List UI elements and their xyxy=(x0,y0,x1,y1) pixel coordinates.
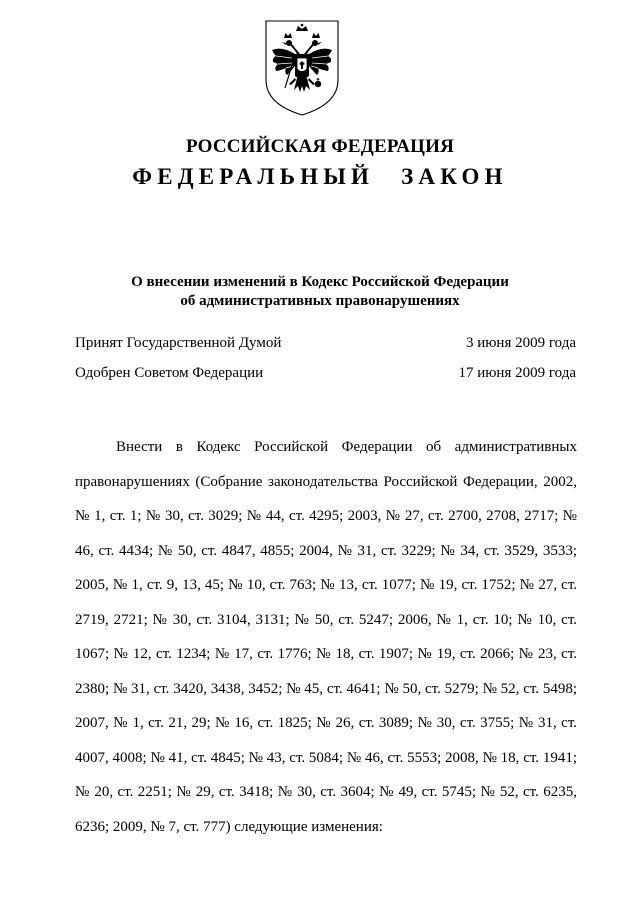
adoption-date: 3 июня 2009 года xyxy=(465,335,576,351)
adoption-label: Принят Государственной Думой xyxy=(75,335,282,351)
adoption-row-federation-council xyxy=(75,364,576,382)
adoption-label: Одобрен Советом Федерации xyxy=(75,365,264,381)
law-title-line-2: об административных правонарушениях xyxy=(180,293,460,309)
law-title xyxy=(0,273,640,311)
document-type-heading: ФЕДЕРАЛЬНЫЙ ЗАКОН xyxy=(132,164,508,189)
double-headed-eagle-coat-of-arms-icon xyxy=(262,18,342,118)
law-title-line-1: О внесении изменений в Кодекс Российской Федерации xyxy=(131,274,509,290)
adoption-row-duma xyxy=(75,334,576,352)
country-heading: РОССИЙСКАЯ ФЕДЕРАЦИЯ xyxy=(185,136,455,157)
body-paragraph: Внести в Кодекс Российской Федерации об административных правонарушениях (Собрание законодательства Российской Федерации, 2002, № 1, ст. 1; № 30, ст. 3029; № 44, ст. 4295; 2003, № 27, ст. 2700, 2708, 2717; № 46, ст. 4434; № 50, ст. 4847, 4855; 2004, № 31, ст. 3229; № 34, ст. 3529, 3533; 2005, № 1, ст. 9, 13, 45; № 10, ст. 763; № 13, ст. 1077; № 19, ст. 1752; № 27, ст. 2719, 2721; № 30, ст. 3104, 3131; № 50, ст. 5247; 2006, № 1, ст. 10; № 10, ст. 1067; № 12, ст. 1234; № 17, ст. 1776; № 18, ст. 1907; № 19, ст. 2066; № 23, ст. 2380; № 31, ст. 3420, 3438, 3452; № 45, ст. 4641; № 50, ст. 5279; № 52, ст. 5498; 2007, № 1, ст. 21, 29; № 16, ст. 1825; № 26, ст. 3089; № 30, ст. 3755; № 31, ст. 4007, 4008; № 41, ст. 4845; № 43, ст. 5084; № 46, ст. 5553; 2008, № 18, ст. 1941; № 20, ст. 2251; № 29, ст. 3418; № 30, ст. 3604; № 49, ст. 5745; № 52, ст. 6235, 6236; 2009, № 7, ст. 777) следующие изменения: xyxy=(75,439,577,835)
adoption-date: 17 июня 2009 года xyxy=(458,365,576,381)
